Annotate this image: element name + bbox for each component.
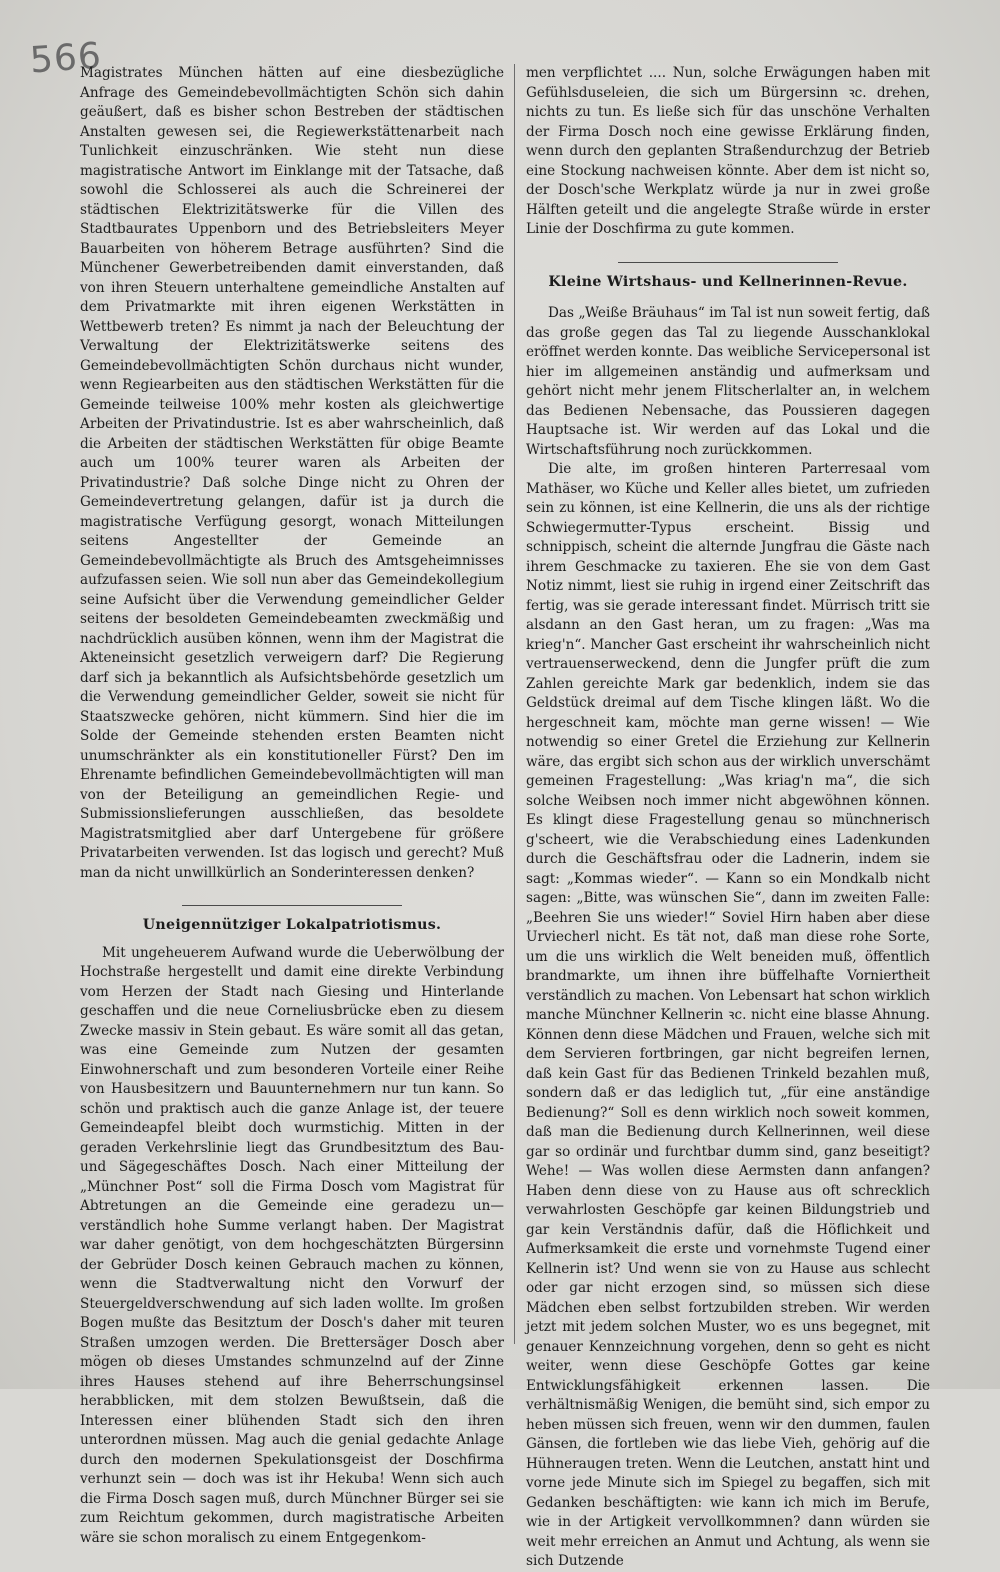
handwritten-page-number: 566 [28,35,104,82]
article-heading-kellnerinnen-revue: Kleine Wirtshaus- und Kellnerinnen-Revue. [548,273,908,290]
left-article-body: Mit ungeheuerem Aufwand wurde die Ueberwölbung der Hochstraße hergestellt und damit eine direkte Verbindung vom Herzen der Stadt nach Giesing und Hinterlande geschaffen und die neue Corneliusbrücke eben zu diesem Zwecke massiv in Stein gebaut. Es wäre somit all das getan, was eine Gemeinde zum Nutzen der gesamten Einwohnerschaft und zum besonderen Vorteile einer Reihe von Hausbesitzern und Bauunternehmern nur tun kann. So schön und praktisch auch die ganze Anlage ist, der teuere Gemeindeapfel bleibt doch wurmstichig. Mitten in der geraden Verkehrslinie liegt das Grundbesitztum des Bau- und Sägegeschäftes Dosch. Nach einer Mitteilung der „Münchner Post“ soll die Firma Dosch vom Magistrat für Abtretungen an die Gemeinde eine geradezu un—verständlich hohe Summe verlangt haben. Der Magistrat war daher genötigt, von dem hochgeschätzten Bürgersinn der Gebrüder Dosch keinen Gebrauch machen zu können, wenn die Stadtverwaltung nicht den Vorwurf der Steuergeldverschwendung auf sich laden wollte. Im großen Bogen mußte das Besitztum der Dosch's daher mit teuren Straßen umzogen werden. Die Brettersäger Dosch aber mögen ob dieses Umstandes schmunzelnd auf der Zinne ihres Hauses stehend auf ihre Beherrschungsinsel herabblicken, mit dem stolzen Bewußtsein, daß die Interessen einer blühenden Stadt sich den ihren unterordnen müssen. Mag auch die genial gedachte Anlage durch den modernen Spekulationsgeist der Doschfirma verhunzt sein — doch was ist ihr Hekuba! Wenn sich auch die Firma Dosch sagen muß, durch Münchner Bürger sei sie zum Reichtum gekommen, durch magistratische Arbeiten wäre sie schon moralisch zu einem Entgegenkom- [80,944,504,1546]
right-article-paragraph-2: Die alte, im großen hinteren Parterresaal vom Mathäser, wo Küche und Keller alles bietet, um zufrieden sein zu können, ist eine Kellnerin, die uns als der richtige Schwiegermutter-Typus erscheint. Bissig und schnippisch, scheint die alternde Jungfrau die Gäste nach ihrem Geschmacke zu taxieren. Ehe sie von dem Gast Notiz nimmt, liest sie ruhig in irgend einer Zeitschrift das fertig, was sie gerade interessant findet. Mürrisch tritt sie alsdann an den Gast heran, um zu fragen: „Was ma krieg'n“. Mancher Gast erscheint ihr wahrscheinlich nicht vertrauenserweckend, denn die Jungfer prüft die zum Zahlen gereichte Mark gar bedenklich, indem sie das Geldstück dreimal auf dem Tische klingen läßt. Wo die hergeschneit kam, möchte man gerne wissen! — Wie notwendig so einer Gretel die Erziehung zur Kellnerin wäre, das ergibt sich schon aus der wirklich unverschämt gemeinen Fragestellung: „Was kriag'n ma“, die sich solche Weibsen noch immer nicht abgewöhnen können. Es klingt diese Fragestellung genau so münchnerisch g'scheert, wie die Verabschiedung eines Ladenkunden durch die Geschäftsfrau oder die Ladnerin, indem sie sagt: „Kommas wieder“. — Kann so ein Mondkalb nicht sagen: „Bitte, was wünschen Sie“, dann im zweiten Falle: „Beehren Sie uns wieder!“ Soviel Hirn haben aber diese Urviecherl nicht. Es tät not, daß man diese rohe Sorte, um die uns wirklich die Welt beneiden muß, öffentlich brandmarkte, um ihnen ihre büffelhafte Vorniertheit verständlich zu machen. Von Lebensart hat schon wirklich manche Münchner Kellnerin ꝛc. nicht eine blasse Ahnung. Können denn diese Mädchen und Frauen, welche sich mit dem Servieren fortbringen, gar nicht begreifen lernen, daß kein Gast für das Bedienen Trinkeld bezahlen muß, sondern daß er das lediglich tut, „für eine anständige Bedienung?“ Soll es denn wirklich noch soweit kommen, daß man die Bedienung durch Kellnerinnen, weil diese gar so ordinär und furchtbar dumm sind, ganz beseitigt? Wehe! — Was wollen diese Aermsten dann anfangen? Haben denn diese von zu Hause aus oft schrecklich verwahrlosten Geschöpfe gar keinen Bildungstrieb und gar kein Verständnis dafür, daß die Höflichkeit und Aufmerksamkeit die erste und vornehmste Tugend einer Kellnerin ist? Und wenn sie von zu Hause aus schlecht oder gar nicht erzogen sind, so müssen sich diese Mädchen eben selbst fortzubilden streben. Wir werden jetzt mit jedem solchen Muster, wo es uns begegnet, mit genauer Kennzeichnung vorgehen, denn so geht es nicht weiter, wenn diese Geschöpfe Gottes gar keine Entwicklungsfähigkeit erkennen lassen. Die verhältnismäßig Wenigen, die bemüht sind, sich empor zu heben müssen sich freuen, wenn wir den dummen, faulen Gänsen, die fortleben wie das liebe Vieh, gehörig auf die Hühneraugen treten. Wenn die Leutchen, anstatt hint und vorne jede Minute sich im Spiegel zu begaffen, sich mit Gedanken beschäftigten: wie kann ich mich im Berufe, wie in der Artigkeit vervollkommnen? dann würden sie weit mehr erreichen an Anmut und Achtung, als wenn sie sich Dutzende [526,461,930,1569]
right-paragraph-continuation: men verpflichtet .... Nun, solche Erwägungen haben mit Gefühlsduseleien, die sich um Bürgersinn ꝛc. drehen, nichts zu tun. Es ließe sich für das unschöne Verhalten der Firma Dosch noch eine gewisse Erklärung finden, wenn durch den geplanten Straßendurchzug der Betrieb eine Stockung nachweisen könnte. Aber dem ist nicht so, der Dosch'sche Werkplatz würde ja nur in zwei große Hälften geteilt und die angelegte Straße würde in erster Linie der Doschfirma zu gute kommen. [526,65,930,237]
right-column [526,64,930,1572]
right-article-header [526,262,930,293]
column-divider [514,64,515,1344]
left-article-header [80,905,504,936]
article-heading-lokalpatriotismus: Uneigennütziger Lokalpatriotismus. [142,917,442,933]
right-article-paragraph-1: Das „Weiße Bräuhaus“ im Tal ist nun soweit fertig, daß das große gegen das Tal zu liegende Ausschanklokal eröffnet werden konnte. Das weibliche Servicepersonal ist hier im allgemeinen anständig und aufmerksam und gehört nicht mehr jenem Flitscherlalter an, in welchem das Bedienen Nebensache, das Poussieren dagegen Hauptsache ist. Wir werden auf das Lokal und die Wirtschaftsführung noch zurückkommen. [526,305,930,458]
left-paragraph-continuation: Magistrates München hätten auf eine diesbezügliche Anfrage des Gemeindebevollmächtigten Schön sich dahin geäußert, daß es bisher schon Bestreben der städtischen Anstalten gewesen sei, die Regiewerkstättenarbeit nach Tunlichkeit einzuschränken. Wie steht nun diese magistratische Antwort im Einklange mit der Tatsache, daß sowohl die Schlosserei als auch die Schreinerei der städtischen Elektrizitätswerke für die Villen des Stadtbaurates Uppenborn und des Betriebsleiters Meyer Bauarbeiten von höherem Betrage ausführten? Sind die Münchener Gewerbetreibenden damit einverstanden, daß von ihren Steuern unterhaltene gemeindliche Anstalten auf dem Privatmarkte mit ihren eigenen Werkstätten in Wettbewerb treten? Es nimmt ja nach der Beleuchtung der Verwaltung der Elektrizitätswerke seitens des Gemeindebevollmächtigten Schön durchaus nicht wunder, wenn Regiearbeiten aus den städtischen Werkstätten für die Gemeinde teilweise 100% mehr kosten als gleichwertige Arbeiten der Privatindustrie. Ist es aber wahrscheinlich, daß die Arbeiten der städtischen Werkstätten für obige Beamte auch um 100% teurer waren als Arbeiten der Privatindustrie? Daß solche Dinge nicht zu Ohren der Gemeindevertretung gelangen, dafür ist ja durch die magistratische Verfügung gesorgt, wonach Mitteilungen seitens Angestellter der Gemeinde an Gemeindebevollmächtigte als Bruch des Amtsgeheimnisses aufzufassen seien. Wie soll nun aber das Gemeindekollegium seine Aufsicht über die Verwendung gemeindlicher Gelder seitens der besoldeten Gemeindebeamten zweckmäßig und nachdrücklich ausüben können, wenn ihm der Magistrat die Akteneinsicht gesetzlich verweigern darf? Die Regierung darf sich ja bekanntlich als Aufsichtsbehörde gesetzlich um die Verwendung gemeindlicher Gelder, soweit sie nicht für Staatszwecke gehören, nicht kümmern. Sind hier die im Solde der Gemeinde stehenden ersten Beamten nicht unumschränkter als ein konstitutioneller Fürst? Den im Ehrenamte befindlichen Gemeindebevollmächtigten will man von der Beteiligung an gemeindlichen Regie- und Submissionslieferungen ausschließen, das besoldete Magistratsmitglied aber darf Untergebene für größere Privatarbeiten verwenden. Ist das logisch und gerecht? Muß man da nicht unwillkürlich an Sonderinteressen denken? [80,65,504,881]
left-column [80,64,504,1548]
